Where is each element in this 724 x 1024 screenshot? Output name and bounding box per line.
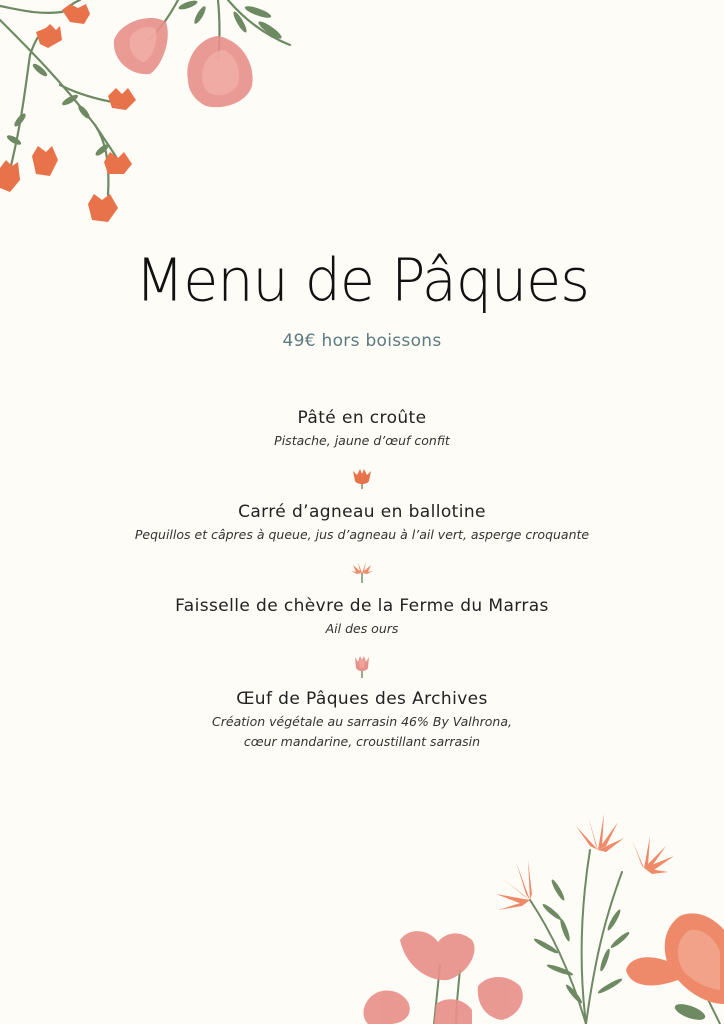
course-item (0, 688, 724, 752)
course-description: Pistache, jaune d’œuf confit (274, 433, 450, 448)
course-name: Carré d’agneau en ballotine (238, 502, 486, 522)
tulip-divider-icon (349, 465, 375, 491)
floral-corner-top-left-illustration (0, 0, 300, 240)
course-description-line-2: cœur mandarine, croustillant sarrasin (243, 734, 481, 749)
course-description: Ail des ours (325, 621, 399, 636)
course-item (0, 501, 724, 545)
course-description: Pequillos et câpres à queue, jus d’agneau à l’ail vert, asperge croquante (134, 527, 590, 542)
course-description: Création végétale au sarrasin 46% By Valhrona, (212, 714, 512, 729)
course-item (0, 595, 724, 639)
course-name: Pâté en croûte (297, 408, 427, 428)
flower-divider-icon (349, 559, 375, 585)
course-item (0, 407, 724, 451)
menu-price: 49€ hors boissons (282, 331, 442, 351)
tulip-divider-icon (349, 653, 375, 679)
floral-corner-bottom-right-illustration (360, 790, 724, 1024)
menu-title: Menu de Pâques (135, 247, 589, 315)
course-name: Œuf de Pâques des Archives (236, 689, 488, 709)
course-name: Faisselle de chèvre de la Ferme du Marras (175, 596, 549, 616)
